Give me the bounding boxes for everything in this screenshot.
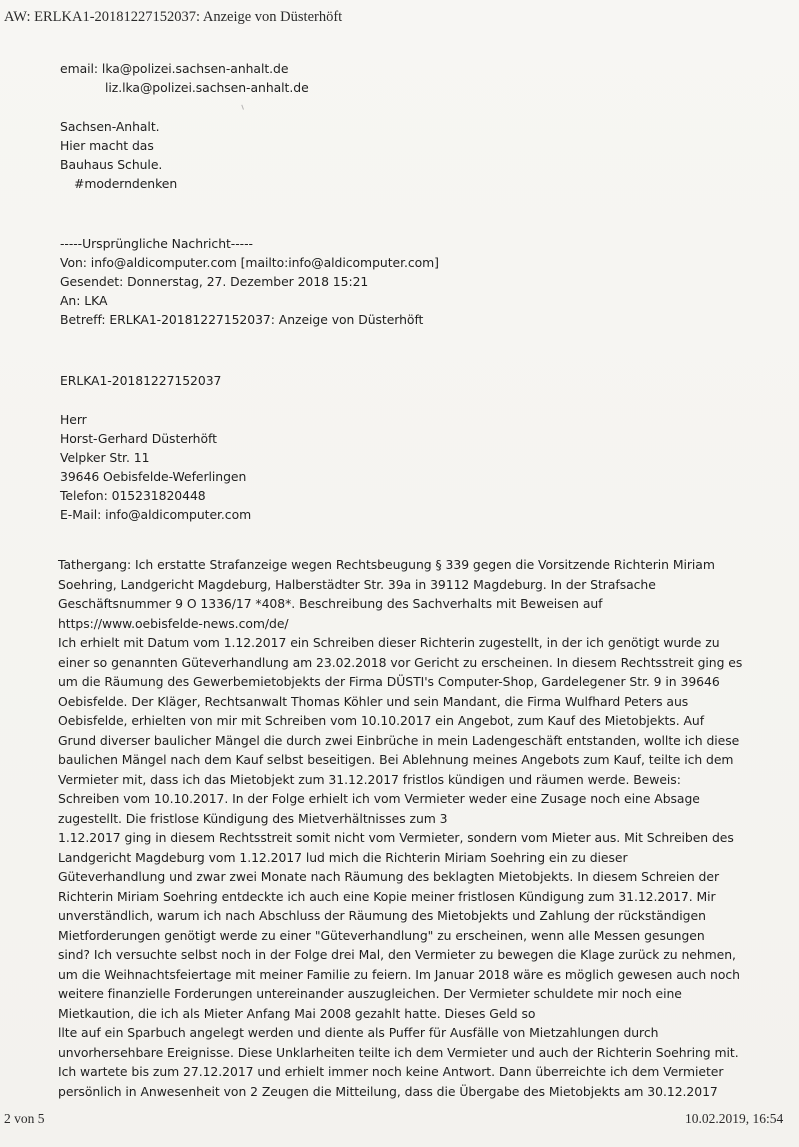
body-line: unverständlich, warum ich nach Abschluss der Räumung des Mietobjekts und Zahlung der rückständigen bbox=[58, 908, 706, 923]
body-line: um die Räumung des Gewerbemietobjekts der Firma DÜSTI's Computer-Shop, Gardelegener Str. 9 in 39646 bbox=[58, 674, 720, 689]
sender-city: 39646 Oebisfelde-Weferlingen bbox=[60, 469, 247, 484]
body-line: Vermieter mit, dass ich das Mietobjekt zum 31.12.2017 fristlos kündigen und räumen werde. Beweis: bbox=[58, 771, 681, 787]
sender-name: Horst-Gerhard Düsterhöft bbox=[60, 431, 217, 446]
body-line: weitere finanzielle Forderungen untereinander auszugleichen. Der Vermieter schuldete mir noch eine bbox=[58, 986, 682, 1001]
body-line: 1.12.2017 ging in diesem Rechtsstreit somit nicht vom Vermieter, sondern vom Mieter aus. Mit Schreiben des bbox=[58, 830, 734, 845]
body-line: Richterin Miriam Soehring entdeckte ich auch eine Kopie meiner fristlosen Kündigung zum 31.12.2017. Mir bbox=[58, 888, 716, 904]
email-line-2: liz.lka@polizei.sachsen-anhalt.de bbox=[105, 80, 309, 95]
scan-speck bbox=[241, 103, 247, 109]
complaint-paragraph bbox=[58, 555, 748, 1101]
original-message-separator: -----Ursprüngliche Nachricht----- bbox=[60, 236, 253, 251]
slogan-line-2: Hier macht das bbox=[60, 138, 154, 153]
body-line: unvorhersehbare Ereignisse. Diese Unklarheiten teilte ich dem Vermieter und auch der Richterin Soehring mit. bbox=[58, 1044, 739, 1060]
original-message-sent: Gesendet: Donnerstag, 27. Dezember 2018 15:21 bbox=[60, 274, 369, 289]
slogan-hashtag: #moderndenken bbox=[74, 176, 178, 191]
sender-email: E-Mail: info@aldicomputer.com bbox=[60, 507, 252, 522]
body-line: um die Weihnachtsfeiertage mit meiner Familie zu feiern. Im Januar 2018 wäre es möglich gewesen auch noch bbox=[58, 966, 740, 982]
sender-phone: Telefon: 015231820448 bbox=[60, 488, 206, 503]
body-line: Ich erhielt mit Datum vom 1.12.2017 ein Schreiben dieser Richterin zugestellt, in der ich genötigt wurde zu bbox=[58, 635, 720, 650]
body-line: persönlich in Anwesenheit von 2 Zeugen die Mitteilung, dass die Übergabe des Mietobjekts am 30.12.2017 bbox=[58, 1083, 718, 1099]
body-line: Tathergang: Ich erstatte Strafanzeige wegen Rechtsbeugung § 339 gegen die Vorsitzende Richterin Miriam bbox=[58, 557, 715, 572]
body-line: Soehring, Landgericht Magdeburg, Halberstädter Str. 39a in 39112 Magdeburg. In der Strafsache bbox=[58, 576, 656, 592]
body-line: Landgericht Magdeburg vom 1.12.2017 lud mich die Richterin Miriam Soehring ein zu dieser bbox=[58, 849, 628, 865]
footer-datetime: 10.02.2019, 16:54 bbox=[685, 1111, 784, 1126]
body-line: Oebisfelde, erhielten von mir mit Schreiben vom 10.10.2017 ein Angebot, zum Kauf des Mietobjekts. Auf bbox=[58, 713, 705, 728]
body-line: https://www.oebisfelde-news.com/de/ bbox=[58, 615, 289, 631]
print-header-title: AW: ERLKA1-20181227152037: Anzeige von Düsterhöft bbox=[4, 9, 343, 25]
body-line: Oebisfelde. Der Kläger, Rechtsanwalt Thomas Köhler und sein Mandant, die Firma Wulfhard Peters aus bbox=[58, 693, 689, 709]
reference-number: ERLKA1-20181227152037 bbox=[60, 373, 222, 388]
email-line: email: lka@polizei.sachsen-anhalt.de bbox=[60, 61, 289, 76]
body-line: Ich wartete bis zum 27.12.2017 und erhielt immer noch keine Antwort. Dann überreichte ich dem Vermieter bbox=[58, 1064, 724, 1079]
body-line: llte auf ein Sparbuch angelegt werden und diente als Puffer für Ausfälle von Mietzahlungen durch bbox=[58, 1025, 659, 1040]
sender-street: Velpker Str. 11 bbox=[60, 450, 150, 465]
footer-page-number: 2 von 5 bbox=[4, 1111, 45, 1126]
body-line: Mietforderungen genötigt werde zu einer "Güteverhandlung" zu erscheinen, wenn alle Messen gesungen bbox=[58, 927, 705, 943]
body-line: Güteverhandlung und zwar zwei Monate nach Räumung des beklagten Mietobjekts. In diesem Schreien der bbox=[58, 869, 719, 884]
body-line: Mietkaution, die ich als Mieter Anfang Mai 2008 gezahlt hatte. Dieses Geld so bbox=[58, 1005, 536, 1021]
original-message-to: An: LKA bbox=[60, 293, 108, 308]
sender-salutation: Herr bbox=[60, 412, 87, 427]
original-message-from: Von: info@aldicomputer.com [mailto:info@aldicomputer.com] bbox=[60, 255, 439, 270]
body-line: Grund diverser baulicher Mängel die durch zwei Einbrüche in mein Ladengeschäft entstanden, wollte ich diese bbox=[58, 732, 740, 748]
slogan-line-3: Bauhaus Schule. bbox=[60, 157, 163, 172]
body-line: zugestellt. Die fristlose Kündigung des Mietverhältnisses zum 3 bbox=[58, 810, 448, 826]
body-line: Geschäftsnummer 9 O 1336/17 *408*. Beschreibung des Sachverhalts mit Beweisen auf bbox=[58, 596, 603, 611]
original-message-subject: Betreff: ERLKA1-20181227152037: Anzeige von Düsterhöft bbox=[60, 312, 424, 327]
body-line: baulichen Mängel nach dem Kauf selbst beseitigen. Bei Ablehnung meines Angebots zum Kauf, teilte ich dem bbox=[58, 752, 734, 767]
body-line: sind? Ich versuchte selbst noch in der Folge drei Mal, den Vermieter zu bewegen die Klage zurück zu nehmen, bbox=[58, 947, 736, 962]
body-line: einer so genannten Güteverhandlung am 23.02.2018 vor Gericht zu erscheinen. In diesem Rechtsstreit ging es bbox=[58, 654, 743, 670]
slogan-line-1: Sachsen-Anhalt. bbox=[60, 119, 160, 134]
body-line: Schreiben vom 10.10.2017. In der Folge erhielt ich vom Vermieter weder eine Zusage noch eine Absage bbox=[58, 791, 700, 806]
